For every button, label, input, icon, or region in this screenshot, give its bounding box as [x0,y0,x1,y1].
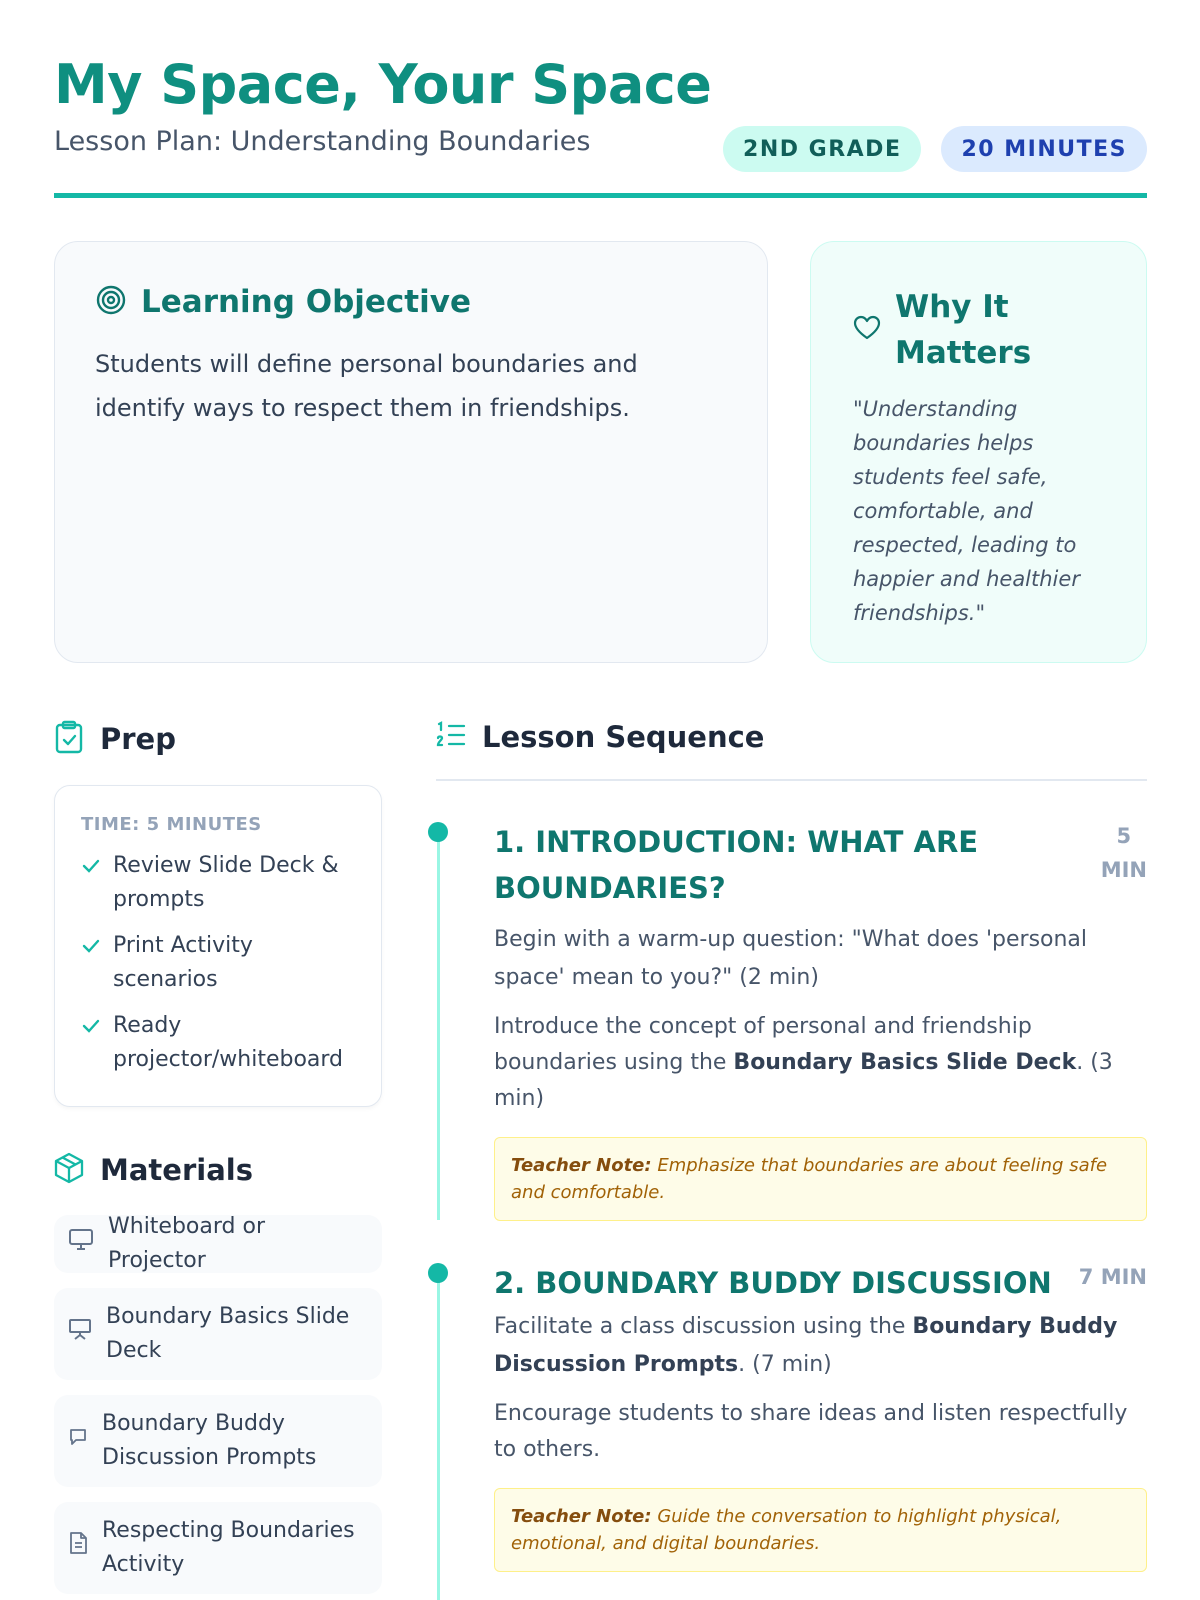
sequence-divider [436,779,1147,781]
material-item [54,1288,382,1380]
header [54,52,1147,202]
material-label: Boundary Basics Slide Deck [106,1304,350,1363]
lesson-step [494,819,1147,1221]
duration-number: 5 [1116,824,1132,848]
duration-unit: MIN [1100,858,1147,882]
target-icon [95,284,127,320]
chat-icon [68,1424,88,1458]
material-item [54,1215,382,1273]
teacher-note-text: Emphasize that boundaries are about feeling safe and comfortable. [511,1155,1108,1203]
text-run: Introduce the concept of personal and friendship boundaries using the [494,1014,1032,1075]
prep-card [54,785,382,1107]
text-run: . (3 min) [494,1050,1113,1111]
badge-group [723,126,1147,172]
document-icon [68,1531,88,1566]
step-duration [1101,819,1147,887]
presentation-icon [68,1317,92,1352]
material-item [54,1502,382,1594]
material-item [54,1395,382,1487]
why-quote: "Understanding boundaries helps students feel safe, comfortable, and respected, leading to happier and healthier friendships." [853,397,1080,625]
prep-section-header [54,720,176,758]
prep-checklist [81,849,355,1077]
bold-resource-name: Boundary Buddy Discussion Prompts [494,1314,1118,1377]
material-label: Whiteboard or Projector [108,1214,265,1273]
step-paragraph [494,1308,1147,1384]
teacher-note-label: Teacher Note: [511,1506,652,1527]
step-paragraph: Encourage students to share ideas and listen respectfully to others. [494,1401,1128,1462]
material-label: Respecting Boundaries Activity [102,1518,355,1577]
teacher-note [494,1488,1147,1572]
prep-item-label: Print Activity scenarios [113,933,253,992]
step-title: 1. INTRODUCTION: WHAT ARE BOUNDARIES? [494,825,979,905]
text-run: . (7 min) [738,1352,832,1377]
list-item [81,849,355,917]
timeline-line [437,1270,440,1600]
checkmark-icon [81,929,101,997]
lesson-step [494,1260,1147,1572]
page-title: My Space, Your Space [54,53,712,116]
step-paragraph [494,1009,1147,1117]
sequence-heading: Lesson Sequence [482,720,765,754]
timeline-line [437,830,440,1220]
objective-heading: Learning Objective [141,284,471,320]
prep-time: TIME: 5 MINUTES [81,814,262,835]
prep-item-label: Ready projector/whiteboard [113,1013,344,1072]
objective-text: Students will define personal boundaries and identify ways to respect them in friendships. [95,350,638,422]
why-heading: Why It Matters [895,289,1032,371]
teacher-note-text: Guide the conversation to highlight physical, emotional, and digital boundaries. [511,1506,1062,1554]
header-divider [54,193,1147,198]
numbered-list-icon [436,720,466,754]
material-label: Boundary Buddy Discussion Prompts [102,1411,317,1470]
step-paragraph: Begin with a warm-up question: "What does 'personal space' mean to you?" (2 min) [494,927,1088,990]
heart-icon [853,315,881,345]
grade-badge: 2ND GRADE [723,126,921,172]
timeline-dot [428,1263,448,1283]
materials-heading: Materials [100,1153,253,1187]
prep-item-label: Review Slide Deck & prompts [113,853,339,912]
learning-objective-card [54,241,768,663]
teacher-note [494,1137,1147,1221]
checkmark-icon [81,1009,101,1077]
monitor-icon [68,1227,94,1262]
sequence-section-header [436,720,764,754]
list-item [81,1009,355,1077]
package-icon [54,1152,84,1188]
step-duration: 7 MIN [1078,1265,1147,1289]
list-item [81,929,355,997]
duration-badge: 20 MINUTES [941,126,1147,172]
bold-resource-name: Boundary Basics Slide Deck [733,1050,1077,1075]
timeline-dot [428,822,448,842]
clipboard-check-icon [54,720,84,758]
materials-section-header [54,1152,253,1188]
page-subtitle: Lesson Plan: Understanding Boundaries [54,126,591,157]
prep-heading: Prep [100,722,176,756]
teacher-note-label: Teacher Note: [511,1155,652,1176]
checkmark-icon [81,849,101,917]
step-title: 2. BOUNDARY BUDDY DISCUSSION [494,1266,1052,1300]
why-it-matters-card [810,241,1147,663]
text-run: Facilitate a class discussion using the [494,1314,913,1339]
